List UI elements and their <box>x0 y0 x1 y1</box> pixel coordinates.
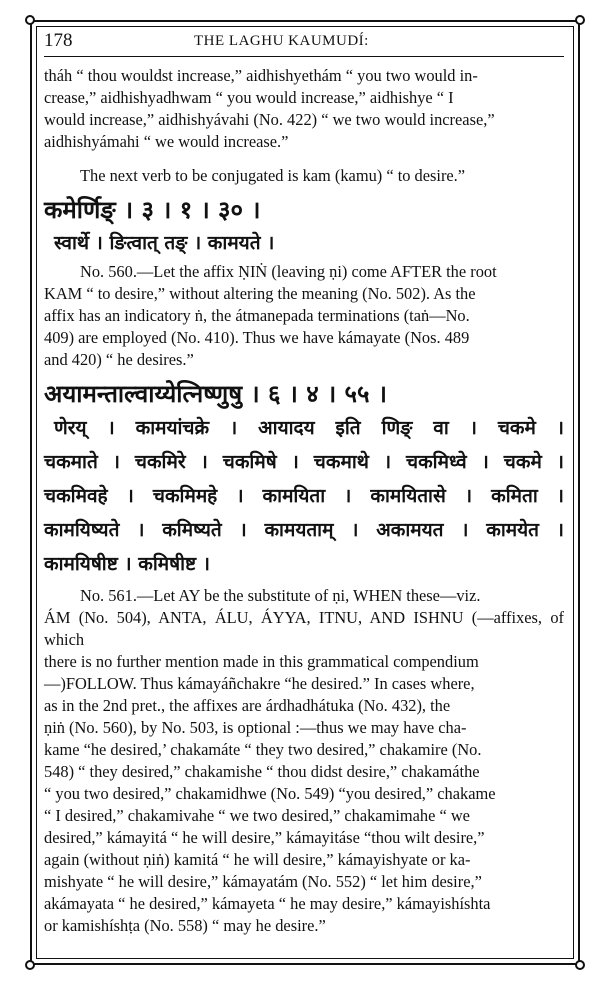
text-line: “ you two desired,” chakamidhwe (No. 549) “you desired,” chakame <box>44 784 496 803</box>
text-line: No. 561.—Let AY be the substitute of ṇi, WHEN these—viz. <box>80 586 481 605</box>
text-line: 548) “ they desired,” chakamishe “ thou didst desire,” chakamáthe <box>44 762 480 781</box>
sanskrit-gloss-line: कामयिष्यते । कमिष्यते । कामयताम् । अकामयत । कामयेत । <box>44 519 564 541</box>
text-line: tháh “ thou wouldst increase,” aidhishyethám “ you two would in- <box>44 66 478 85</box>
explanation-561 <box>44 585 564 937</box>
sanskrit-gloss-line: णेरय् । कामयांचक्रे । आयादय इति णिङ् वा । चकमे । <box>54 417 564 439</box>
corner-ornament-top-left <box>25 15 35 25</box>
text-line: there is no further mention made in this grammatical compendium <box>44 652 479 671</box>
corner-ornament-top-right <box>575 15 585 25</box>
sanskrit-gloss-line: कामयिषीष्ट । कमिषीष्ट । <box>44 553 210 575</box>
text-line: mishyate “ he will desire,” kámayatám (No. 552) “ let him desire,” <box>44 872 482 891</box>
page-header <box>44 28 564 57</box>
text-line: and 420) “ he desires.” <box>44 350 194 369</box>
text-line: 409) are employed (No. 410). Thus we have kámayate (Nos. 489 <box>44 328 470 347</box>
text-line: kame “he desired,’ chakamáte “ they two desired,” chakamire (No. <box>44 740 482 759</box>
sanskrit-sutra-gloss: स्वार्थे । ङित्वात् तङ् । कामयते । <box>54 232 275 254</box>
text-line: as in the 2nd pret., the affixes are árdhadhátuka (No. 432), the <box>44 696 451 715</box>
text-line: desired,” kámayitá “ he will desire,” kámayitáse “thou wilt desire,” <box>44 828 485 847</box>
sanskrit-sutra-rule: कमेर्णिङ् । ३ । १ । ३० । <box>44 196 261 224</box>
text-line: KAM “ to desire,” without altering the meaning (No. 502). As the <box>44 284 476 303</box>
running-title: THE LAGHU KAUMUDÍ: <box>194 33 369 49</box>
text-line: would increase,” aidhishyávahi (No. 422) “ we two would increase,” <box>44 110 495 129</box>
text-line: “ I desired,” chakamivahe “ we two desired,” chakamimahe “ we <box>44 806 470 825</box>
sanskrit-sutra-rule: अयामन्ताल्वाय्येत्निष्णुषु । ६ । ४ । ५५ । <box>44 380 387 408</box>
explanation-560 <box>44 261 564 371</box>
intro-paragraph: The next verb to be conjugated is kam (kamu) “ to desire.” <box>80 166 466 185</box>
corner-ornament-bottom-right <box>575 960 585 970</box>
text-line: aidhishyámahi “ we would increase.” <box>44 132 289 151</box>
sanskrit-gloss-line: चकमिवहे । चकमिमहे । कामयिता । कामयितासे । कमिता । <box>44 485 564 507</box>
text-line: No. 560.—Let the affix ṆIṄ (leaving ṇi) come AFTER the root <box>80 262 497 281</box>
sutra-block-561 <box>44 377 564 581</box>
text-line: ÁM (No. 504), ANTA, ÁLU, ÁYYA, ITNU, AND ISHNU (—affixes, of which <box>44 608 564 649</box>
text-line: akámayata “ he desired,” kámayeta “ he may desire,” kámayishíshta <box>44 894 491 913</box>
sutra-block-560 <box>44 193 564 259</box>
paragraph-continued <box>44 65 564 153</box>
text-line: ṇiṅ (No. 560), by No. 503, is optional :—thus we may have cha- <box>44 718 467 737</box>
page-content <box>44 28 564 937</box>
corner-ornament-bottom-left <box>25 960 35 970</box>
sanskrit-gloss-line: चकमाते । चकमिरे । चकमिषे । चकमाथे । चकमिध्वे । चकमे । <box>44 451 564 473</box>
text-line: affix has an indicatory ṅ, the átmanepada terminations (taṅ—No. <box>44 306 470 325</box>
text-line: or kamishíshṭa (No. 558) “ may he desire.” <box>44 916 326 935</box>
text-line: crease,” aidhishyadhwam “ you would increase,” aidhishye “ I <box>44 88 454 107</box>
page-number: 178 <box>44 30 73 51</box>
text-line: again (without ṇiṅ) kamitá “ he will desire,” kámayishyate or ka- <box>44 850 471 869</box>
text-line: —)FOLLOW. Thus kámayáñchakre “he desired.” In cases where, <box>44 674 475 693</box>
